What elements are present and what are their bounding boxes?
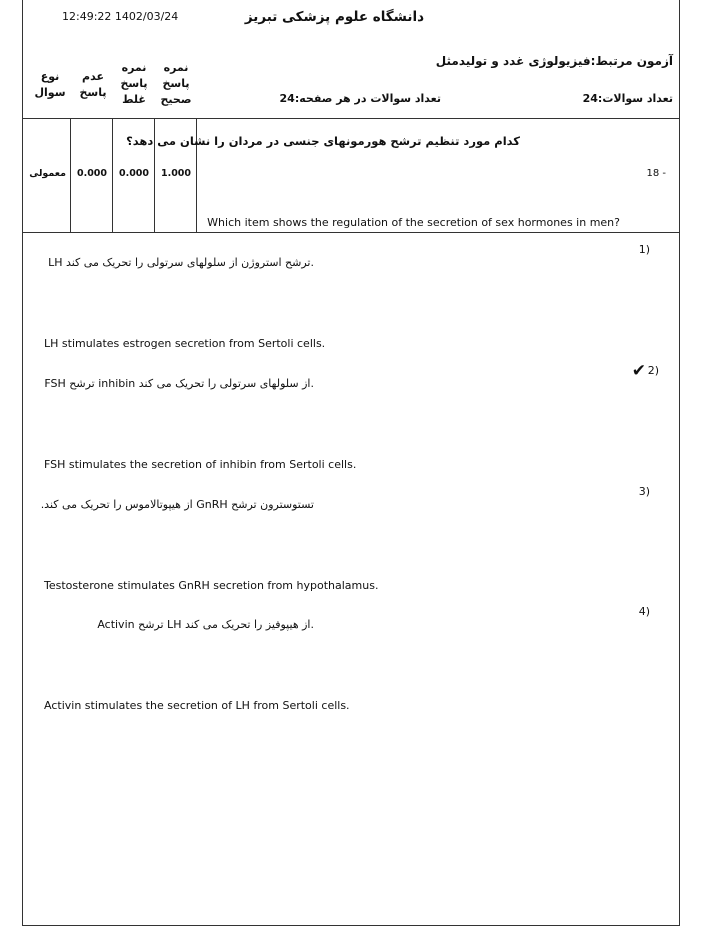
option-text-en: LH stimulates estrogen secretion from Sertoli cells. <box>44 337 326 350</box>
table-top-border <box>22 118 680 119</box>
col-header-none: عدم پاسخ <box>79 70 107 99</box>
question-text-fa: کدام مورد تنظیم ترشح هورمونهای جنسی در مردان را نشان می دهد؟ <box>126 134 520 148</box>
question-type: معمولی <box>29 168 66 179</box>
option-text-en: FSH stimulates the secretion of inhibin from Sertoli cells. <box>44 458 357 471</box>
col-divider <box>112 118 113 232</box>
col-header-type: نوع سوال <box>34 70 66 99</box>
option-text-en: Activin stimulates the secretion of LH from Sertoli cells. <box>44 699 350 712</box>
question-text-en: Which item shows the regulation of the secretion of sex hormones in men? <box>207 216 620 229</box>
option-text-fa: FSH ترشح inhibin از سلولهای سرتولی را تحریک می کند. <box>44 377 314 390</box>
table-bottom-border <box>22 232 680 233</box>
question-count: تعداد سوالات:24 <box>582 92 673 105</box>
question-number: 18 - <box>646 168 666 179</box>
option-text-fa: LH ترشح استروژن از سلولهای سرتولی را تحریک می کند. <box>48 256 314 269</box>
option-number: 3) <box>638 485 650 498</box>
exam-title: آزمون مرتبط:فیزیولوژی غدد و تولیدمثل <box>435 54 673 68</box>
correct-check-icon: ✔ <box>631 361 646 381</box>
option-number: 4) <box>638 605 650 618</box>
col-divider <box>70 118 71 232</box>
university-title: دانشگاه علوم پزشکی تبریز <box>244 9 424 25</box>
option-text-fa: Activin ترشح LH از هیپوفیز را تحریک می کند. <box>97 618 314 631</box>
option-text-en: Testosterone stimulates GnRH secretion from hypothalamus. <box>44 579 379 592</box>
col-header-correct: نمره پاسخ صحیح <box>160 61 192 106</box>
score-wrong: 0.000 <box>118 168 150 179</box>
score-none: 0.000 <box>76 168 108 179</box>
option-number: 1) <box>638 243 650 256</box>
option-number: 2) <box>647 364 659 377</box>
print-timestamp: 12:49:22 1402/03/24 <box>62 10 179 23</box>
questions-per-page: تعداد سوالات در هر صفحه:24 <box>279 92 441 105</box>
col-header-wrong: نمره پاسخ غلط <box>120 61 148 106</box>
score-correct: 1.000 <box>160 168 192 179</box>
option-text-fa: تستوسترون ترشح GnRH از هیپوتالاموس را تحریک می کند. <box>40 498 314 511</box>
